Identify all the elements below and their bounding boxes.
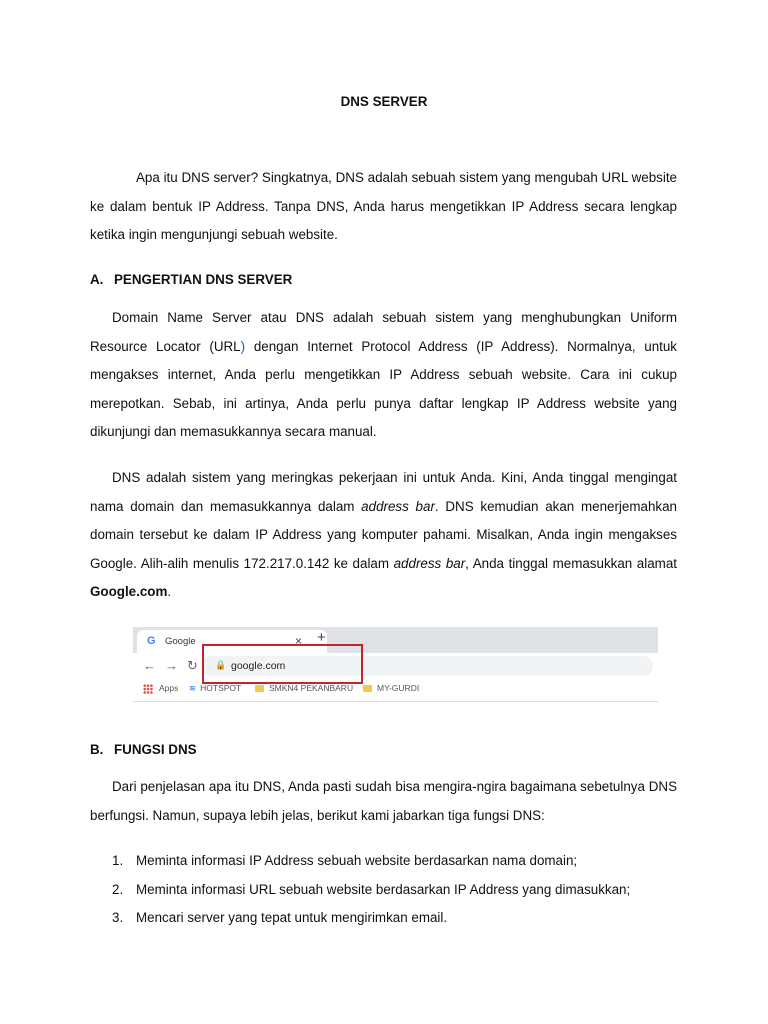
reload-icon: ↻ [187, 658, 198, 673]
section-b-title: FUNGSI DNS [114, 742, 197, 757]
section-a-p1-text-cont: dengan Internet Protocol Address (IP Address). Normalnya, untuk mengakses internet, Anda perlu mengetikkan IP Address sebuah website. Cara ini cukup merepotkan. Sebab, ini artinya, Anda perlu punya daftar lengkap IP Address website yang dikunjungi dan memasukkannya secara manual. [90, 338, 677, 439]
apps-grid-icon [143, 684, 153, 694]
bookmark-my-gurdi [363, 683, 419, 693]
bookmark-smkn4-label: SMKN4 PEKANBARU [269, 683, 354, 693]
section-a-heading [90, 272, 292, 287]
functions-list [112, 847, 692, 933]
google-logo-icon: G [147, 635, 156, 647]
folder-icon [363, 685, 372, 692]
list-item-text: Meminta informasi IP Address sebuah website berdasarkan nama domain; [136, 853, 578, 868]
list-item [112, 876, 692, 905]
section-a-p1-text: Domain Name Server atau DNS adalah sebuah sistem yang menghubungkan Uniform Resource Locator (URL [90, 310, 677, 354]
lock-icon: 🔒 [215, 660, 227, 670]
bookmark-hotspot [189, 683, 241, 694]
list-item-text: Mencari server yang tepat untuk mengirimkan email. [136, 910, 448, 925]
forward-arrow-icon: → [165, 658, 178, 673]
section-a-p2-text-cont-2: , Anda tinggal memasukkan alamat [465, 555, 677, 571]
intro-paragraph [90, 164, 677, 250]
section-b-letter: B. [90, 742, 104, 757]
document-title: DNS SERVER [340, 94, 428, 109]
highlight-box [202, 644, 363, 684]
address-bar-url: google.com [231, 660, 286, 672]
intro-text: Apa itu DNS server? Singkatnya, DNS adalah sebuah sistem yang mengubah URL website ke dalam bentuk IP Address. Tanpa DNS, Anda harus mengetikkan IP Address secara lengkap ketika ingin mengunjungi sebuah website. [90, 170, 677, 242]
list-item-number: 1. [112, 853, 124, 868]
address-bar-term-2: address bar [393, 555, 466, 571]
back-arrow-icon: ← [143, 658, 156, 673]
folder-icon [255, 685, 264, 692]
close-tab-icon: × [295, 634, 303, 648]
section-b-p1-text: Dari penjelasan apa itu DNS, Anda pasti sudah bisa mengira-ngira bagaimana sebetulnya DNS berfungsi. Namun, supaya lebih jelas, berikut kami jabarkan tiga fungsi DNS: [90, 779, 677, 823]
section-a-p2-end: . [167, 584, 172, 599]
section-b-heading [90, 742, 197, 757]
list-item [112, 904, 692, 933]
new-tab-icon: + [317, 629, 326, 646]
section-a-p2-text: DNS adalah sistem yang meringkas pekerjaan ini untuk Anda. Kini, Anda tinggal mengingat nama domain dan memasukkannya dalam [90, 470, 677, 514]
google-com-term: Google.com [90, 584, 168, 599]
section-a-paragraph-1 [90, 304, 677, 447]
address-bar-term: address bar [361, 498, 435, 514]
wifi-icon: ≋ [189, 683, 197, 693]
list-item [112, 847, 692, 876]
browser-tab-title: Google [165, 636, 196, 647]
list-item-number: 2. [112, 881, 124, 897]
section-a-letter: A. [90, 272, 104, 287]
list-item-text: Meminta informasi URL sebuah website berdasarkan IP Address yang dimasukkan; [136, 881, 631, 897]
section-a-p1-paren: ) [240, 338, 246, 354]
section-a-p2-text-cont: . DNS kemudian akan menerjemahkan domain tersebut ke dalam IP Address yang komputer pahami. Misalkan, Anda ingin mengakses Google. Alih-alih menulis 172.217.0.142 ke dalam [90, 498, 677, 571]
bookmark-hotspot-label: HOTSPOT [200, 683, 242, 693]
bookmark-smkn4 [255, 683, 353, 693]
bookmark-apps: Apps [159, 683, 179, 693]
bookmark-my-gurdi-label: MY-GURDI [377, 683, 420, 693]
section-a-paragraph-2 [90, 464, 677, 607]
section-b-paragraph [90, 773, 677, 830]
list-item-number: 3. [112, 910, 124, 925]
section-a-title: PENGERTIAN DNS SERVER [114, 272, 293, 287]
